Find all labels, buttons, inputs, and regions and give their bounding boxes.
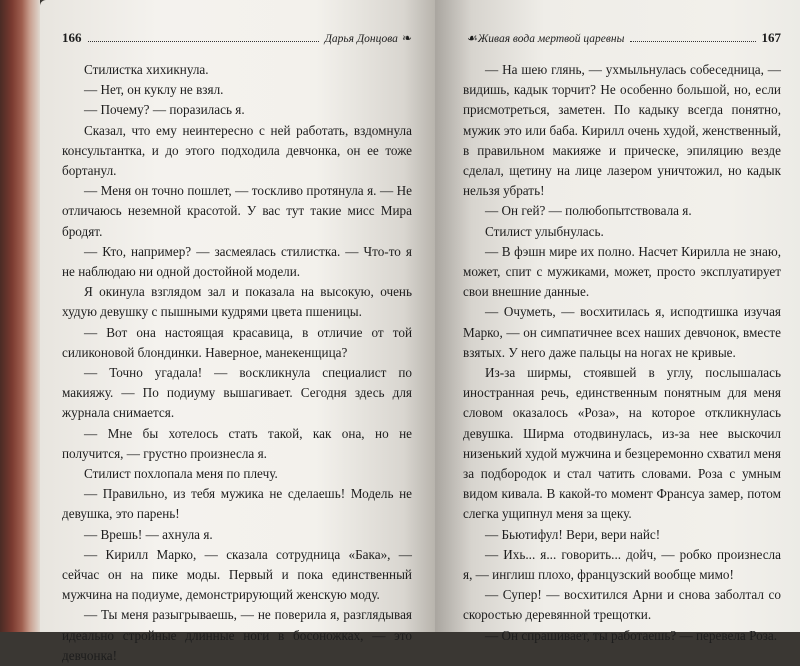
paragraph: — Ты меня разыгрываешь, — не поверила я, разглядывая идеально стройные длинные ноги в босоножках, — это девчонка! xyxy=(62,607,412,663)
paragraph: — Ихь... я... говорить... дойч, — робко произнесла я, — инглиш плохо, французский вообще мимо! xyxy=(463,546,781,583)
right-page-text xyxy=(463,60,781,646)
left-page-number: 166 xyxy=(62,30,82,45)
left-page xyxy=(40,0,435,663)
paragraph: — Он гей? — полюбопытствовала я. xyxy=(485,203,692,219)
paragraph: — Мне бы хотелось стать такой, как она, но не получится, — грустно произнесла я. xyxy=(62,425,412,461)
header-rule xyxy=(630,41,755,42)
paragraph: — Меня он точно пошлет, — тоскливо протянула я. — Не отличаюсь неземной красотой. У вас тут такие мисс Мира бродят. xyxy=(62,183,412,239)
paragraph: Стилист похлопала меня по плечу. xyxy=(84,466,278,482)
book-edge xyxy=(0,0,40,632)
paragraph: — Нет, он куклу не взял. xyxy=(84,82,224,98)
paragraph: — Кирилл Марко, — сказала сотрудница «Бака», — сейчас он на пике моды. Первый и пока единственный мужчина на подиуме, демонстрирующий женскую моду. xyxy=(62,546,412,603)
paragraph: Я окинула взглядом зал и показала на высокую, очень худую девушку с пышными кудрями цвета пшеницы. xyxy=(62,284,412,320)
paragraph: — Очуметь, — восхитилась я, исподтишка изучая Марко, — он симпатичнее всех наших девчонок, вместе взятых. У него даже пальцы на ногах не кривые. xyxy=(463,304,781,360)
right-page-number: 167 xyxy=(761,30,781,45)
paragraph: — Супер! — восхитился Арни и снова заболтал со скоростью деревянной трещотки. xyxy=(463,587,781,623)
paragraph: — Кто, например? — засмеялась стилистка. — Что-то я не наблюдаю ни одной достойной модели. xyxy=(62,243,412,280)
paragraph: Стилист улыбнулась. xyxy=(485,223,604,239)
right-page-header xyxy=(463,30,781,46)
paragraph: — Точно угадала! — воскликнула специалист по макияжу. — По подиуму вышагивает. Сегодня здесь для журнала снимается. xyxy=(62,365,412,421)
running-head-author: Дарья Донцова xyxy=(324,33,398,45)
header-rule xyxy=(88,41,319,42)
paragraph: — Правильно, из тебя мужика не сделаешь! Модель не девушка, это парень! xyxy=(62,486,412,522)
paragraph: Из-за ширмы, стоявшей в углу, послышалась иностранная речь, единственным понятным для меня словом оказалось «Роза», на которое откликнулась девушка. Ширма отодвинулась, из-за нее выскочил низенький худой мужчина и безцеремонно схватил меня за подбородок и стал чатить словами. Роза с умным видом кивала. В какой-то момент Франсуа замер, потом слегка ущипнул меня за щеку. xyxy=(463,365,781,522)
paragraph: — Врешь! — ахнула я. xyxy=(84,526,213,542)
running-head-title: Живая вода мертвой царевны xyxy=(477,33,625,45)
paragraph: — На шею глянь, — ухмыльнулась собеседница, — видишь, кадык торчит? Не особенно большой, но, если присмотреться, заметен. По кадыку всегда понятно, мужик это или баба. Кирилл очень худой, женственный, в правильном макияже и прическе, эпиляцию везде сделал, щетину на лице лазером уничтожил, но кадык нельзя убрать! xyxy=(463,62,781,199)
paragraph: — Почему? — поразилась я. xyxy=(84,102,245,118)
paragraph: Стилистка хихикнула. xyxy=(84,62,209,77)
ornament-icon: ❧ xyxy=(401,31,412,45)
paragraph: — Он спрашивает, ты работаешь? — перевела Роза. xyxy=(485,627,778,643)
paragraph: — Вот она настоящая красавица, в отличие от той силиконовой блондинки. Наверное, манекенщица? xyxy=(62,324,412,360)
paragraph: — Бьютифул! Вери, вери найс! xyxy=(485,526,661,542)
paragraph: — В фэшн мире их полно. Насчет Кирилла не знаю, может, спит с мужиками, может, просто эксплуатирует свои внешние данные. xyxy=(463,243,781,300)
ornament-icon: ☙ xyxy=(467,31,478,45)
left-page-text xyxy=(62,60,412,666)
left-page-header xyxy=(62,30,412,46)
paragraph: Сказал, что ему неинтересно с ней работать, вздомнула консультантка, и до этого подходила девчонка, он ее тоже бортанул. xyxy=(62,122,412,179)
right-page xyxy=(435,0,800,643)
